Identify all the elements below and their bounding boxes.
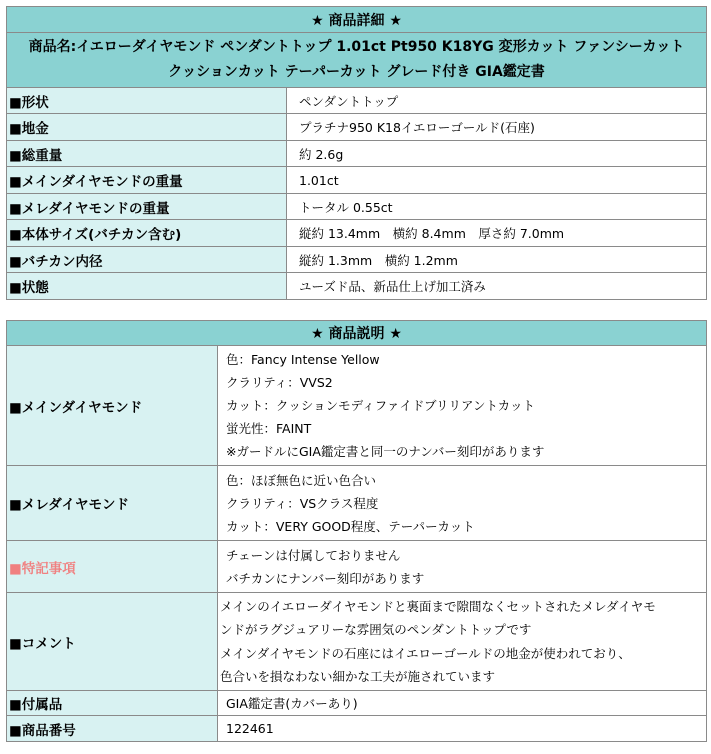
comment-line-2: ンドがラグジュアリーな雰囲気のペンダントトップです <box>220 622 532 637</box>
product-description-table <box>6 320 707 742</box>
value-main-diamond-weight: 1.01ct <box>287 167 707 194</box>
product-details-table <box>6 6 707 300</box>
product-name-line-2: クッションカット テーパーカット グレード付き GIA鑑定書 <box>168 64 545 80</box>
main-diamond-fluorescence: 蛍光性：FAINT <box>226 421 312 436</box>
main-diamond-clarity: クラリティ：VVS2 <box>226 375 333 390</box>
melee-diamond-clarity: クラリティ：VSクラス程度 <box>226 495 379 511</box>
main-diamond-cut: カット：クッションモディファイドブリリアントカット <box>226 398 536 413</box>
main-diamond-note: ※ガードルにGIA鑑定書と同一のナンバー刻印があります <box>226 444 545 459</box>
main-diamond-specs <box>218 346 707 466</box>
melee-diamond-color: 色：ほぼ無色に近い色合い <box>226 472 377 488</box>
details-header: ★ 商品詳細 ★ <box>7 7 707 33</box>
product-name-line-1: 商品名:イエローダイヤモンド ペンダントトップ 1.01ct Pt950 K18YG 変形カット ファンシーカット <box>28 39 685 55</box>
label-comment: ■コメント <box>7 593 218 691</box>
label-condition: ■状態 <box>7 273 287 300</box>
label-shape: ■形状 <box>7 88 287 114</box>
label-metal: ■地金 <box>7 114 287 141</box>
value-total-weight: 約 2.6g <box>287 141 707 167</box>
value-condition: ユーズド品、新品仕上げ加工済み <box>287 273 707 300</box>
value-body-size: 縦約 13.4mm 横約 8.4mm 厚さ約 7.0mm <box>287 220 707 247</box>
main-diamond-color: 色：Fancy Intense Yellow <box>226 352 380 367</box>
special-note-chain: チェーンは付属しておりません <box>226 547 401 563</box>
label-product-number: ■商品番号 <box>7 716 218 742</box>
comment-text <box>218 593 707 691</box>
label-special-notes: ■特記事項 <box>7 541 218 593</box>
special-notes <box>218 541 707 593</box>
label-bail-inner-size: ■バチカン内径 <box>7 247 287 273</box>
label-main-diamond-weight: ■メインダイヤモンドの重量 <box>7 167 287 194</box>
value-shape: ペンダントトップ <box>287 88 707 114</box>
product-name <box>7 33 707 88</box>
value-product-number: 122461 <box>218 716 707 742</box>
label-accessories: ■付属品 <box>7 691 218 716</box>
value-accessories: GIA鑑定書(カバーあり) <box>218 691 707 716</box>
description-header: ★ 商品説明 ★ <box>7 321 707 346</box>
label-body-size: ■本体サイズ(バチカン含む) <box>7 220 287 247</box>
value-bail-inner-size: 縦約 1.3mm 横約 1.2mm <box>287 247 707 273</box>
value-melee-diamond-weight: トータル 0.55ct <box>287 194 707 220</box>
comment-line-4: 色合いを損なわない細かな工夫が施されています <box>220 669 496 684</box>
label-main-diamond: ■メインダイヤモンド <box>7 346 218 466</box>
label-total-weight: ■総重量 <box>7 141 287 167</box>
value-metal: プラチナ950 K18イエローゴールド(石座) <box>287 114 707 141</box>
special-note-bail: バチカンにナンバー刻印があります <box>226 570 425 586</box>
comment-line-3: メインダイヤモンドの石座にはイエローゴールドの地金が使われており、 <box>220 645 631 661</box>
comment-line-1: メインのイエローダイヤモンドと裏面まで隙間なくセットされたメレダイヤモ <box>220 598 656 614</box>
melee-diamond-specs <box>218 466 707 541</box>
label-melee-diamond: ■メレダイヤモンド <box>7 466 218 541</box>
label-melee-diamond-weight: ■メレダイヤモンドの重量 <box>7 194 287 220</box>
melee-diamond-cut: カット：VERY GOOD程度、テーパーカット <box>226 518 475 534</box>
